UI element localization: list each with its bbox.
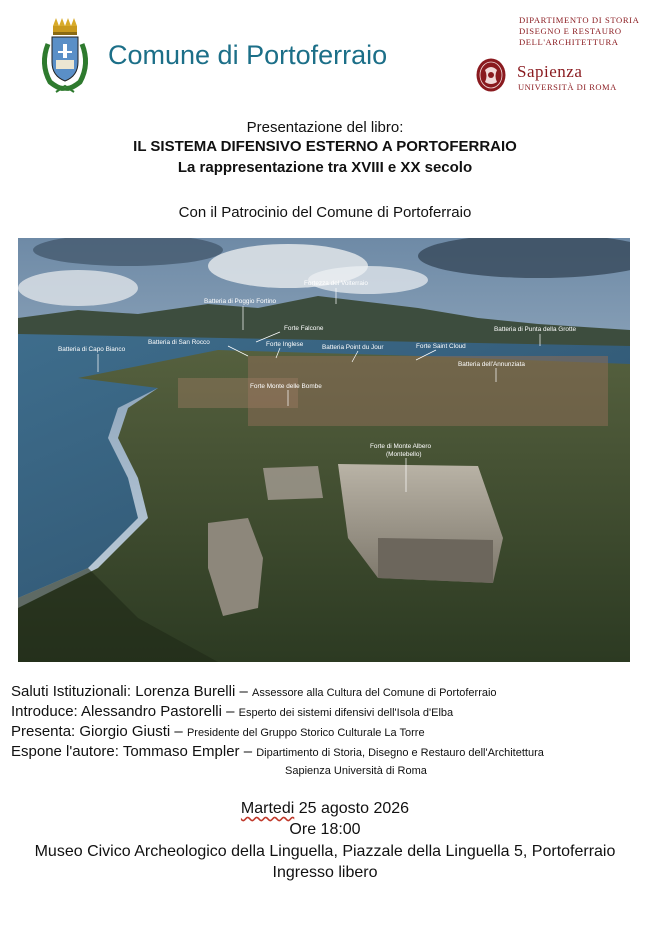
department-line-3: DELL'ARCHITETTURA — [519, 37, 619, 47]
label-forte-falcone: Forte Falcone — [284, 325, 324, 332]
credit-saluti-role: Assessore alla Cultura del Comune di Portoferraio — [251, 687, 497, 699]
event-day: Martedi — [240, 800, 295, 817]
credit-saluti: Saluti Istituzionali: Lorenza Burelli – Assessore alla Cultura del Comune di Portoferraio — [11, 683, 497, 700]
label-forte-inglese: Forte Inglese — [266, 341, 304, 348]
label-monte-bombe: Forte Monte delle Bombe — [250, 383, 322, 390]
event-venue: Museo Civico Archeologico della Linguella, Piazzale della Linguella 5, Portoferraio — [34, 843, 616, 860]
university-name: Sapienza — [517, 62, 583, 81]
department-name — [519, 15, 639, 48]
intro-line: Presentazione del libro: — [246, 119, 404, 136]
label-annunziata: Batteria dell'Annunziata — [458, 361, 525, 368]
label-saint-cloud: Forte Saint Cloud — [416, 343, 466, 350]
label-punta-grotte: Batteria di Punta della Grotte — [494, 326, 577, 333]
book-title: IL SISTEMA DIFENSIVO ESTERNO A PORTOFERRAIO — [133, 138, 517, 155]
label-montebello: (Montebello) — [386, 451, 422, 458]
label-capo-bianco: Batteria di Capo Bianco — [58, 346, 126, 353]
credit-presenta: Presenta: Giorgio Giusti – Presidente del Gruppo Storico Culturale La Torre — [11, 723, 425, 740]
university-subtitle: UNIVERSITÀ DI ROMA — [518, 82, 617, 92]
event-date — [0, 800, 650, 818]
department-line-1: DIPARTIMENTO DI STORIA — [519, 15, 640, 25]
credit-introduce-role: Esperto dei sistemi difensivi dell'Isola d'Elba — [238, 707, 454, 719]
event-entry: Ingresso libero — [272, 864, 378, 881]
book-subtitle: La rappresentazione tra XVIII e XX secolo — [177, 159, 473, 176]
credit-presenta-label: Presenta: Giorgio Giusti — [11, 723, 171, 740]
credit-introduce-label: Introduce: Alessandro Pastorelli — [11, 703, 222, 720]
patronage-line: Con il Patrocinio del Comune di Portoferraio — [178, 204, 472, 221]
credit-espone: Espone l'autore: Tommaso Empler – Dipartimento di Storia, Disegno e Restauro dell'Architettura — [11, 743, 544, 760]
comune-name: Comune di Portoferraio — [108, 40, 388, 70]
department-line-2: DISEGNO E RESTAURO — [519, 26, 622, 36]
label-poggio-fortino: Batteria di Poggio Fortino — [204, 298, 277, 305]
label-monte-albero: Forte di Monte Albero — [370, 443, 432, 450]
aerial-photo — [18, 238, 630, 662]
label-fortezza-volterraio: Fortezza del Volterraio — [304, 280, 368, 287]
sapienza-seal-icon — [476, 58, 506, 92]
comune-coat-of-arms-icon — [36, 16, 94, 94]
event-time: Ore 18:00 — [289, 821, 361, 838]
label-san-rocco: Batteria di San Rocco — [148, 339, 210, 346]
event-date-value: 25 agosto 2026 — [298, 800, 410, 817]
credit-presenta-role: Presidente del Gruppo Storico Culturale La Torre — [186, 727, 425, 739]
credit-saluti-label: Saluti Istituzionali: Lorenza Burelli — [11, 683, 236, 700]
credit-espone-role-line2: Sapienza Università di Roma — [285, 765, 427, 777]
credit-espone-role: Dipartimento di Storia, Disegno e Restauro dell'Architettura — [256, 747, 544, 759]
credit-introduce: Introduce: Alessandro Pastorelli – Esperto dei sistemi difensivi dell'Isola d'Elba — [11, 703, 454, 720]
label-point-du-jour: Batteria Point du Jour — [322, 344, 384, 351]
credit-espone-label: Espone l'autore: Tommaso Empler — [11, 743, 240, 760]
